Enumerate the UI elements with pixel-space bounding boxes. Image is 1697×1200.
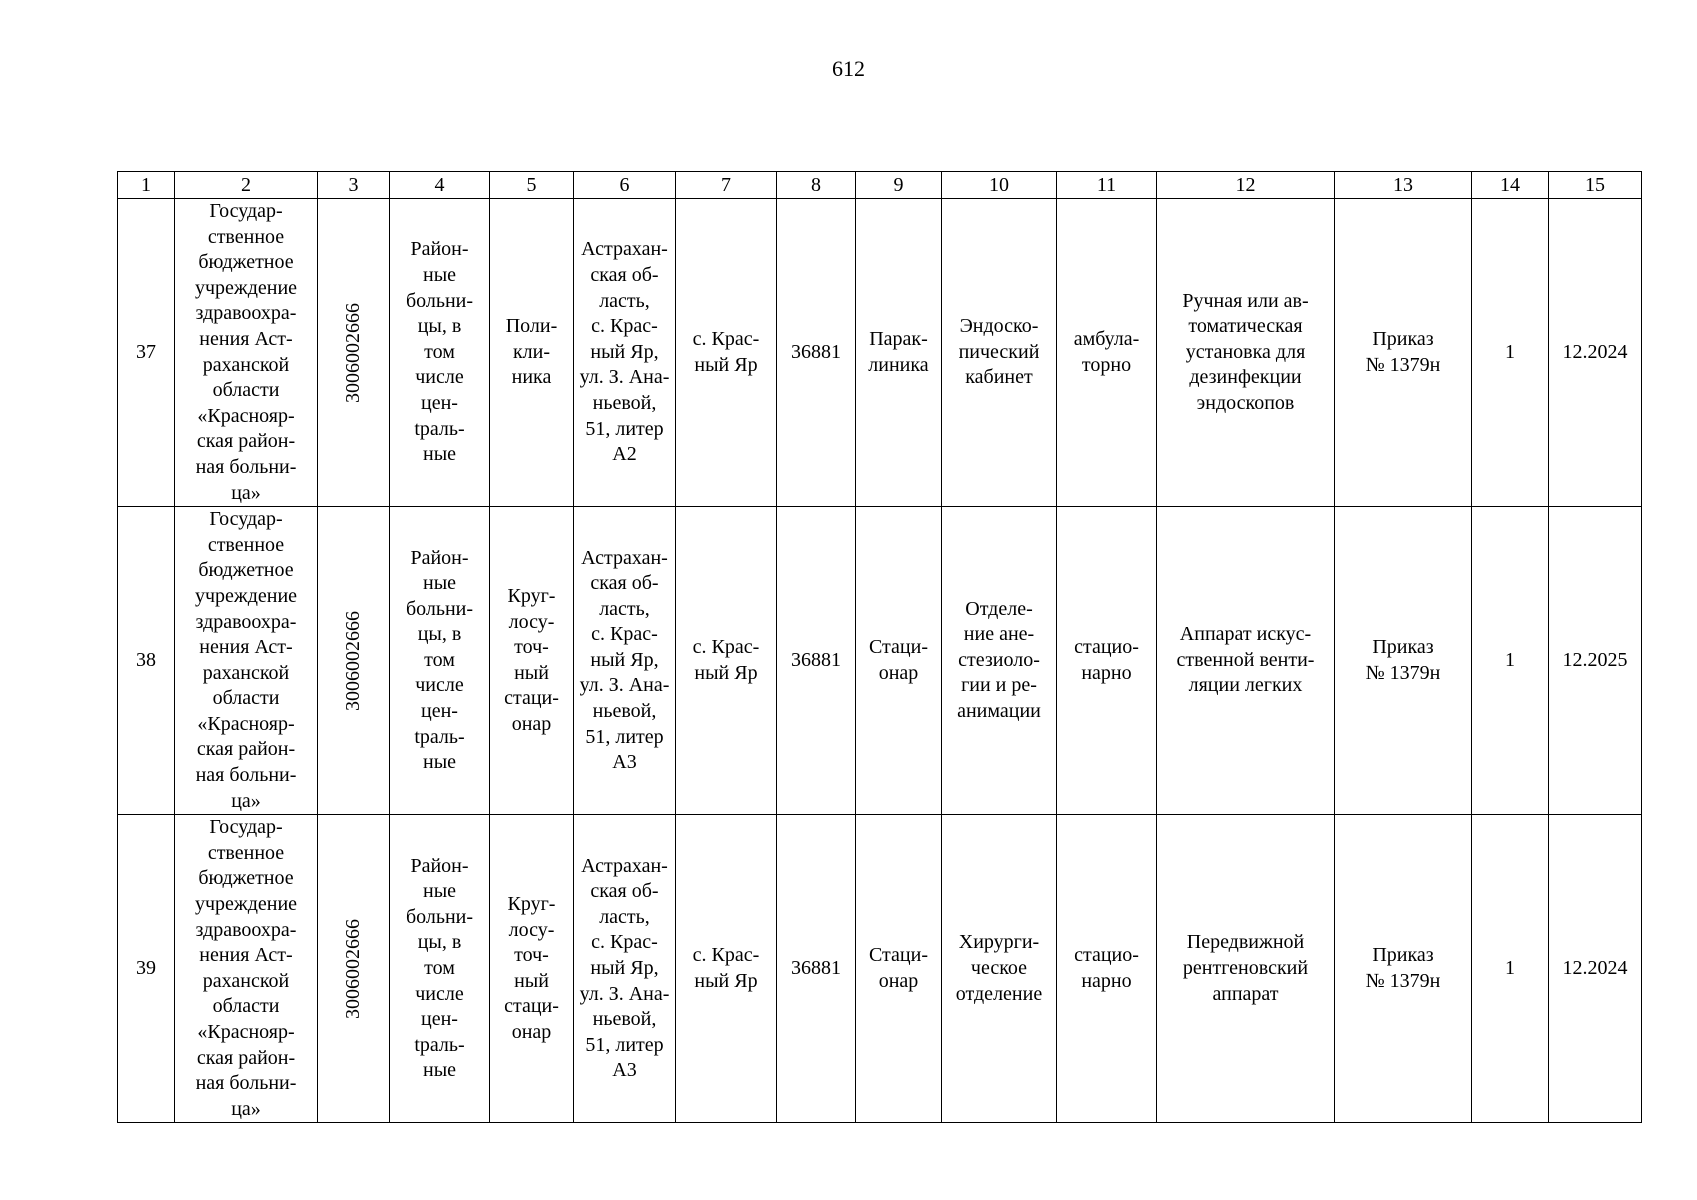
division: Круг- лосу- точ- ный стаци- онар: [504, 893, 559, 1043]
row-number-cell: [118, 815, 175, 1123]
equipment-cell: [1157, 199, 1335, 507]
organization-cell: [175, 507, 318, 815]
organization-name: Государ- ственное бюджетное учреждение здравоохра- нения Аст- раханской области «Краснояр- ская район- ная больни- ца»: [194, 816, 298, 1120]
org-type-cell: [390, 815, 490, 1123]
mode-cell: [1057, 815, 1157, 1123]
unit-cell: [856, 199, 942, 507]
row-number-cell: [118, 507, 175, 815]
locality: с. Крас- ный Яр: [692, 944, 760, 992]
org-type: Район- ные больни- цы, в том числе цен- tраль- ные: [405, 238, 474, 466]
date: 12.2025: [1562, 648, 1628, 671]
org-type: Район- ные больни- цы, в том числе цен- tраль- ные: [405, 546, 474, 774]
order-cell: [1335, 199, 1472, 507]
equipment-cell: [1157, 815, 1335, 1123]
organization-name: Государ- ственное бюджетное учреждение здравоохра- нения Аст- раханской области «Краснояр- ская район- ная больни- ца»: [194, 508, 298, 812]
department: Хирурги- ческое отделение: [955, 931, 1043, 1005]
department-cell: [942, 815, 1057, 1123]
inn-cell: [318, 507, 390, 815]
equipment: Передвижной рентгеновский аппарат: [1182, 931, 1309, 1005]
header-cell: 1: [118, 172, 175, 199]
date: 12.2024: [1562, 957, 1628, 980]
order-cell: [1335, 507, 1472, 815]
address-cell: [574, 199, 676, 507]
quantity-cell: [1472, 507, 1549, 815]
header-cell: 6: [574, 172, 676, 199]
quantity-cell: [1472, 199, 1549, 507]
locality-cell: [676, 507, 777, 815]
address: Астрахан- ская об- ласть, с. Крас- ный Яр, ул. З. Ана- ньевой, 51, литер А3: [579, 546, 670, 774]
quantity: 1: [1505, 340, 1515, 363]
quantity-cell: [1472, 815, 1549, 1123]
row-number: 38: [136, 648, 156, 671]
row-number: 37: [136, 340, 156, 363]
org-type-cell: [390, 199, 490, 507]
row-number-cell: [118, 199, 175, 507]
department: Отделе- ние ане- стезиоло- гии и ре- анимации: [957, 597, 1041, 723]
order-cell: [1335, 815, 1472, 1123]
mode-cell: [1057, 507, 1157, 815]
care-mode: амбула- торно: [1073, 327, 1140, 376]
table-header-row: [118, 172, 1642, 199]
division-cell: [490, 507, 574, 815]
header-cell: 12: [1157, 172, 1335, 199]
division: Поли- кли- ника: [505, 315, 558, 389]
address: Астрахан- ская об- ласть, с. Крас- ный Яр, ул. З. Ана- ньевой, 51, литер А2: [579, 238, 670, 466]
quantity: 1: [1505, 957, 1515, 980]
oktmo: 36881: [791, 957, 841, 980]
header-cell: 2: [175, 172, 318, 199]
care-mode: стацио- нарно: [1074, 944, 1139, 992]
division: Круг- лосу- точ- ный стаци- онар: [504, 584, 559, 735]
header-cell: 11: [1057, 172, 1157, 199]
table-row: [118, 199, 1642, 507]
date: 12.2024: [1562, 340, 1628, 363]
header-cell: 10: [942, 172, 1057, 199]
equipment: Ручная или ав- томатическая установка для дезинфекции эндоскопов: [1182, 289, 1309, 414]
table-row: [118, 507, 1642, 815]
locality-cell: [676, 815, 777, 1123]
department-cell: [942, 199, 1057, 507]
unit: Стаци- онар: [868, 944, 928, 992]
header-cell: 14: [1472, 172, 1549, 199]
oktmo-cell: [777, 507, 856, 815]
division-cell: [490, 199, 574, 507]
header-cell: 7: [676, 172, 777, 199]
equipment-table: [117, 171, 1642, 1123]
equipment-cell: [1157, 507, 1335, 815]
address-cell: [574, 815, 676, 1123]
table-row: [118, 815, 1642, 1123]
org-type-cell: [390, 507, 490, 815]
oktmo: 36881: [791, 648, 841, 671]
order: Приказ № 1379н: [1365, 636, 1441, 684]
address-cell: [574, 507, 676, 815]
date-cell: [1549, 815, 1642, 1123]
department-cell: [942, 507, 1057, 815]
oktmo-cell: [777, 815, 856, 1123]
quantity: 1: [1505, 648, 1515, 671]
order: Приказ № 1379н: [1365, 944, 1441, 992]
organization-name: Государ- ственное бюджетное учреждение здравоохра- нения Аст- раханской области «Краснояр- ская район- ная больни- ца»: [194, 200, 298, 504]
oktmo-cell: [777, 199, 856, 507]
mode-cell: [1057, 199, 1157, 507]
care-mode: стацио- нарно: [1074, 636, 1139, 684]
address: Астрахан- ская об- ласть, с. Крас- ный Яр, ул. З. Ана- ньевой, 51, литер А3: [579, 854, 670, 1082]
organization-cell: [175, 199, 318, 507]
inn-value: 3006002666: [341, 610, 364, 711]
header-cell: 5: [490, 172, 574, 199]
unit-cell: [856, 815, 942, 1123]
locality: с. Крас- ный Яр: [692, 327, 760, 376]
division-cell: [490, 815, 574, 1123]
header-cell: 8: [777, 172, 856, 199]
equipment: Аппарат искус- ственной венти- ляции легких: [1176, 623, 1315, 697]
inn-value: 3006002666: [341, 918, 364, 1019]
org-type: Район- ные больни- цы, в том числе цен- tраль- ные: [405, 854, 474, 1082]
order: Приказ № 1379н: [1365, 327, 1441, 376]
unit: Стаци- онар: [868, 636, 928, 684]
inn-cell: [318, 199, 390, 507]
locality: с. Крас- ный Яр: [692, 636, 760, 684]
inn-value: 3006002666: [341, 302, 364, 403]
header-cell: 3: [318, 172, 390, 199]
header-cell: 4: [390, 172, 490, 199]
department: Эндоско- пический кабинет: [958, 315, 1040, 389]
header-cell: 9: [856, 172, 942, 199]
inn-cell: [318, 815, 390, 1123]
header-cell: 13: [1335, 172, 1472, 199]
organization-cell: [175, 815, 318, 1123]
date-cell: [1549, 507, 1642, 815]
header-cell: 15: [1549, 172, 1642, 199]
locality-cell: [676, 199, 777, 507]
row-number: 39: [136, 957, 156, 980]
page-number: 612: [832, 56, 865, 81]
oktmo: 36881: [791, 340, 841, 363]
unit-cell: [856, 507, 942, 815]
unit: Парак- линика: [868, 327, 929, 376]
date-cell: [1549, 199, 1642, 507]
